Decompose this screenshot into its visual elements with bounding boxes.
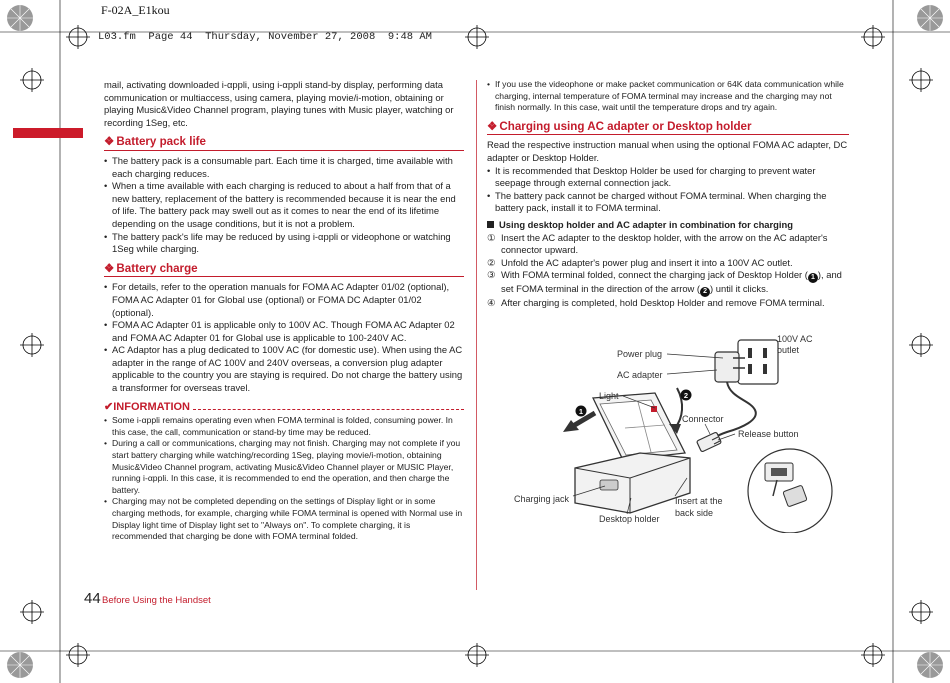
step-item: ③ With FOMA terminal folded, connect the charging jack of Desktop Holder ( 1 ), and set FOMA terminal in the direction of the arrow ( 2 ) until it clicks. bbox=[487, 269, 842, 296]
label-charging-jack: Charging jack bbox=[514, 494, 570, 504]
battery-pack-heading: ❖ Battery pack life bbox=[104, 136, 464, 151]
list-item: • During a call or communications, charging may not finish. Charging may not complete if you start battery charging while watching/recording 1Seg, playing movie/i-motion, obtaining Music&Video Channel program, activating Music&Video Channel player or MUSIC Player, running i-αppli. In this case, it is recommended to end the operation, and then charge the battery. bbox=[104, 438, 464, 496]
label-insert-2: back side bbox=[675, 508, 714, 518]
ac-charging-list bbox=[487, 165, 849, 215]
step-item: ① Insert the AC adapter to the desktop holder, with the arrow on the AC adapter's connector upward. bbox=[487, 231, 828, 256]
zoom-detail bbox=[748, 449, 832, 533]
marker-1: 1 bbox=[578, 407, 584, 416]
label-outlet: 100V AC bbox=[777, 334, 813, 344]
square-bullet-icon bbox=[487, 221, 494, 228]
list-item: • The battery pack's life may be reduced by using i-αppli or videophone or watching 1Seg while charging. bbox=[104, 231, 464, 256]
ac-charging-heading: ❖ Charging using AC adapter or Desktop holder bbox=[487, 121, 849, 136]
intro-paragraph: mail, activating downloaded i-αppli, using i-αppli stand-by display, performing data communication or multiaccess, using camera, playing movie/i-motion, obtaining or playing Music&Video Channel program, playing tunes with Music player, watching or recording 1Seg, etc. bbox=[104, 79, 454, 128]
section-title: Before Using the Handset bbox=[102, 595, 211, 606]
information-list bbox=[104, 415, 464, 543]
list-item: • AC Adaptor has a plug dedicated to 100V AC (for domestic use). When using the AC adapter in the range of AC 100V and 240V overseas, a conversion plug adapter applicable to the country you are staying is required. Do not charge the battery using a transformer for overseas travel. bbox=[104, 344, 464, 394]
step-marker-2: 2 bbox=[700, 287, 710, 297]
label-desktop-holder: Desktop holder bbox=[599, 514, 660, 524]
step-item: ② Unfold the AC adapter's power plug and insert it into a 100V AC outlet. bbox=[487, 256, 793, 268]
label-connector: Connector bbox=[682, 414, 724, 424]
list-item: • It is recommended that Desktop Holder be used for charging to prevent water seepage through external connection jack. bbox=[487, 165, 849, 190]
step-item: ④ After charging is completed, hold Desktop Holder and remove FOMA terminal. bbox=[487, 297, 825, 309]
label-power-plug: Power plug bbox=[617, 349, 663, 359]
label-outlet-2: outlet bbox=[777, 345, 800, 355]
label-light: Light bbox=[599, 391, 619, 401]
wall-outlet bbox=[738, 340, 778, 384]
column-divider bbox=[476, 80, 477, 590]
label-ac-adapter: AC adapter bbox=[617, 370, 663, 380]
list-item: • The battery pack cannot be charged without FOMA terminal. When charging the battery pack, install it to FOMA terminal. bbox=[487, 190, 849, 215]
combo-steps bbox=[487, 232, 849, 310]
battery-charge-heading: ❖ Battery charge bbox=[104, 263, 464, 278]
step-marker-1: 1 bbox=[808, 273, 818, 283]
list-item: • For details, refer to the operation manuals for FOMA AC Adapter 01/02 (optional), FOMA AC Adapter 01 for Global use (optional) or FOMA DC Adapter 01/02 (optional). bbox=[104, 281, 464, 319]
list-item: • When a time available with each charging is reduced to about a half from that of a new battery, replacement of the battery is recommended because it is near the end of life. The battery pack may swell out as it comes to near the end of its lifetime depending on the usage conditions, but it is not a problem. bbox=[104, 180, 464, 230]
page-number: 44 bbox=[84, 590, 101, 607]
list-item: • The battery pack is a consumable part. Each time it is charged, time available with each charging reduces. bbox=[104, 155, 464, 180]
battery-charge-list bbox=[104, 281, 464, 394]
section-tab bbox=[13, 128, 83, 138]
list-item: • FOMA AC Adapter 01 is applicable only to 100V AC. Though FOMA AC Adapter 02 and FOMA AC Adapter 01 for Global use is applicable to 100-240V AC. bbox=[104, 319, 464, 344]
right-column bbox=[487, 79, 849, 310]
charging-diagram bbox=[505, 328, 850, 533]
combo-subheading: Using desktop holder and AC adapter in combination for charging bbox=[487, 219, 849, 232]
label-insert-1: Insert at the bbox=[675, 496, 723, 506]
file-code: F-02A_E1kou bbox=[101, 3, 170, 17]
desktop-holder-shape bbox=[575, 453, 690, 513]
list-item: • Some i-αppli remains operating even when FOMA terminal is folded, consuming power. In this case, the call, communication or stand-by time may be reduced. bbox=[104, 415, 464, 438]
left-column bbox=[104, 79, 464, 543]
connector-shape bbox=[696, 432, 721, 452]
label-release-button: Release button bbox=[738, 429, 799, 439]
list-item: • If you use the videophone or make packet communication or 64K data communication while charging, internal temperature of FOMA terminal may increase and the charging may not finish normally. In this case, wait until the temperature drops and try again. bbox=[487, 79, 849, 114]
check-icon: ✔ bbox=[104, 400, 114, 413]
print-info-line: L03.fm Page 44 Thursday, November 27, 2008 9:48 AM bbox=[98, 31, 432, 43]
list-item: • Charging may not be completed depending on the settings of Display light or in some charging methods, for example, charging while FOMA terminal is opened with Normal use in Display light time of Display light set to "Always on". To complete charging, it is recommended that charging be done with FOMA terminal folded. bbox=[104, 496, 464, 542]
marker-2: 2 bbox=[683, 391, 689, 400]
top-note-list bbox=[487, 79, 849, 114]
information-heading: ✔ INFORMATION bbox=[104, 401, 464, 414]
ac-charging-intro: Read the respective instruction manual when using the optional FOMA AC adapter, DC adapter or Desktop Holder. bbox=[487, 139, 848, 163]
battery-pack-list bbox=[104, 155, 464, 256]
